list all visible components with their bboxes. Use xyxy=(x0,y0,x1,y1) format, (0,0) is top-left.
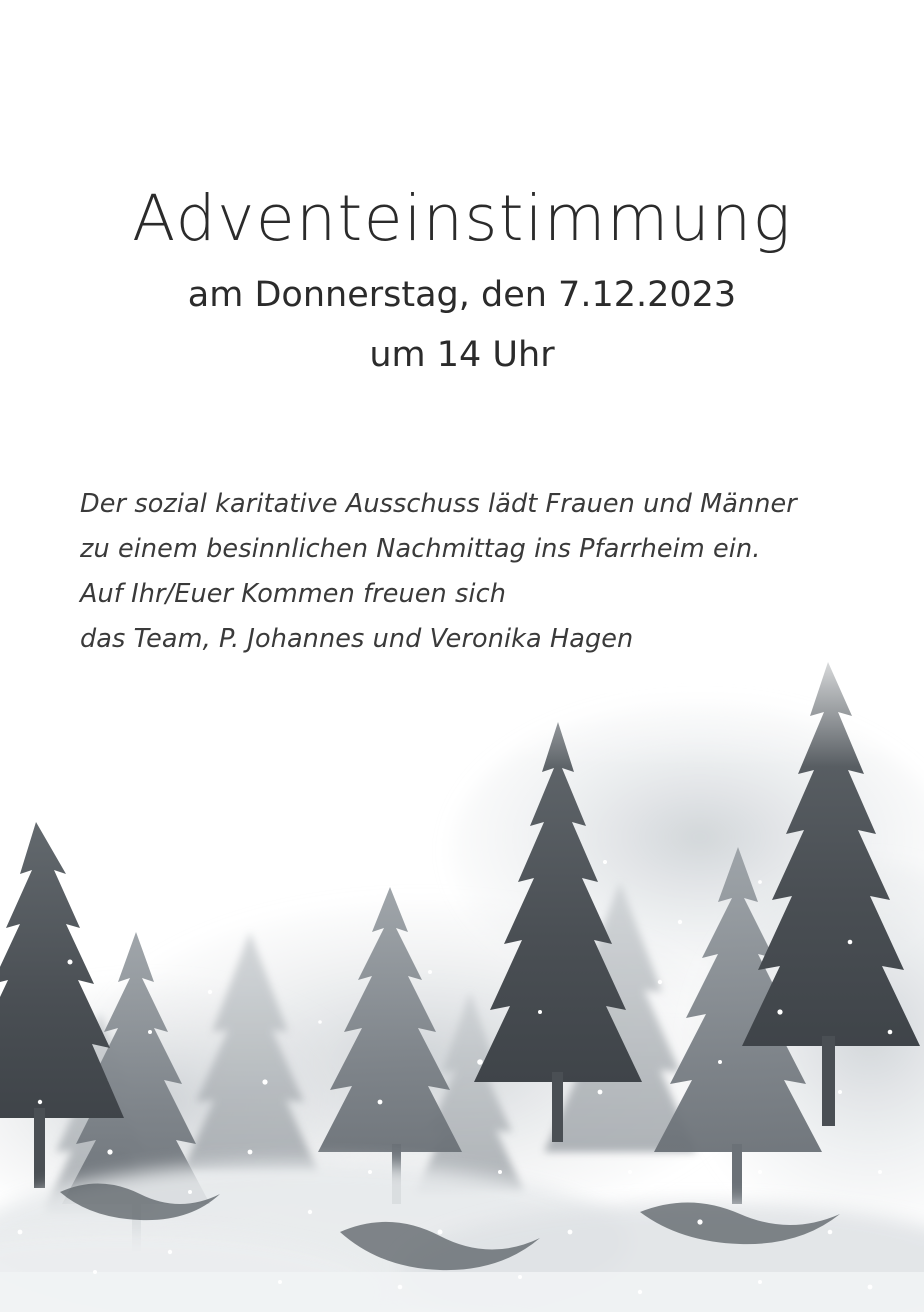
invitation-line-2: zu einem besinnlichen Nachmittag ins Pfarrheim ein. xyxy=(80,534,761,564)
invitation-line-3: Auf Ihr/Euer Kommen freuen sich xyxy=(80,579,506,609)
invitation-body xyxy=(80,482,870,662)
page-title: Adventeinstimmung xyxy=(132,182,792,255)
event-time: um 14 Uhr xyxy=(369,335,555,376)
watercolor-fir-forest-illustration xyxy=(0,632,924,1312)
invitation-line-4: das Team, P. Johannes und Veronika Hagen xyxy=(80,624,634,654)
flyer-text-block xyxy=(0,0,924,654)
event-date: am Donnerstag, den 7.12.2023 xyxy=(187,275,737,316)
invitation-line-1: Der sozial karitative Ausschuss lädt Frauen und Männer xyxy=(80,489,797,519)
